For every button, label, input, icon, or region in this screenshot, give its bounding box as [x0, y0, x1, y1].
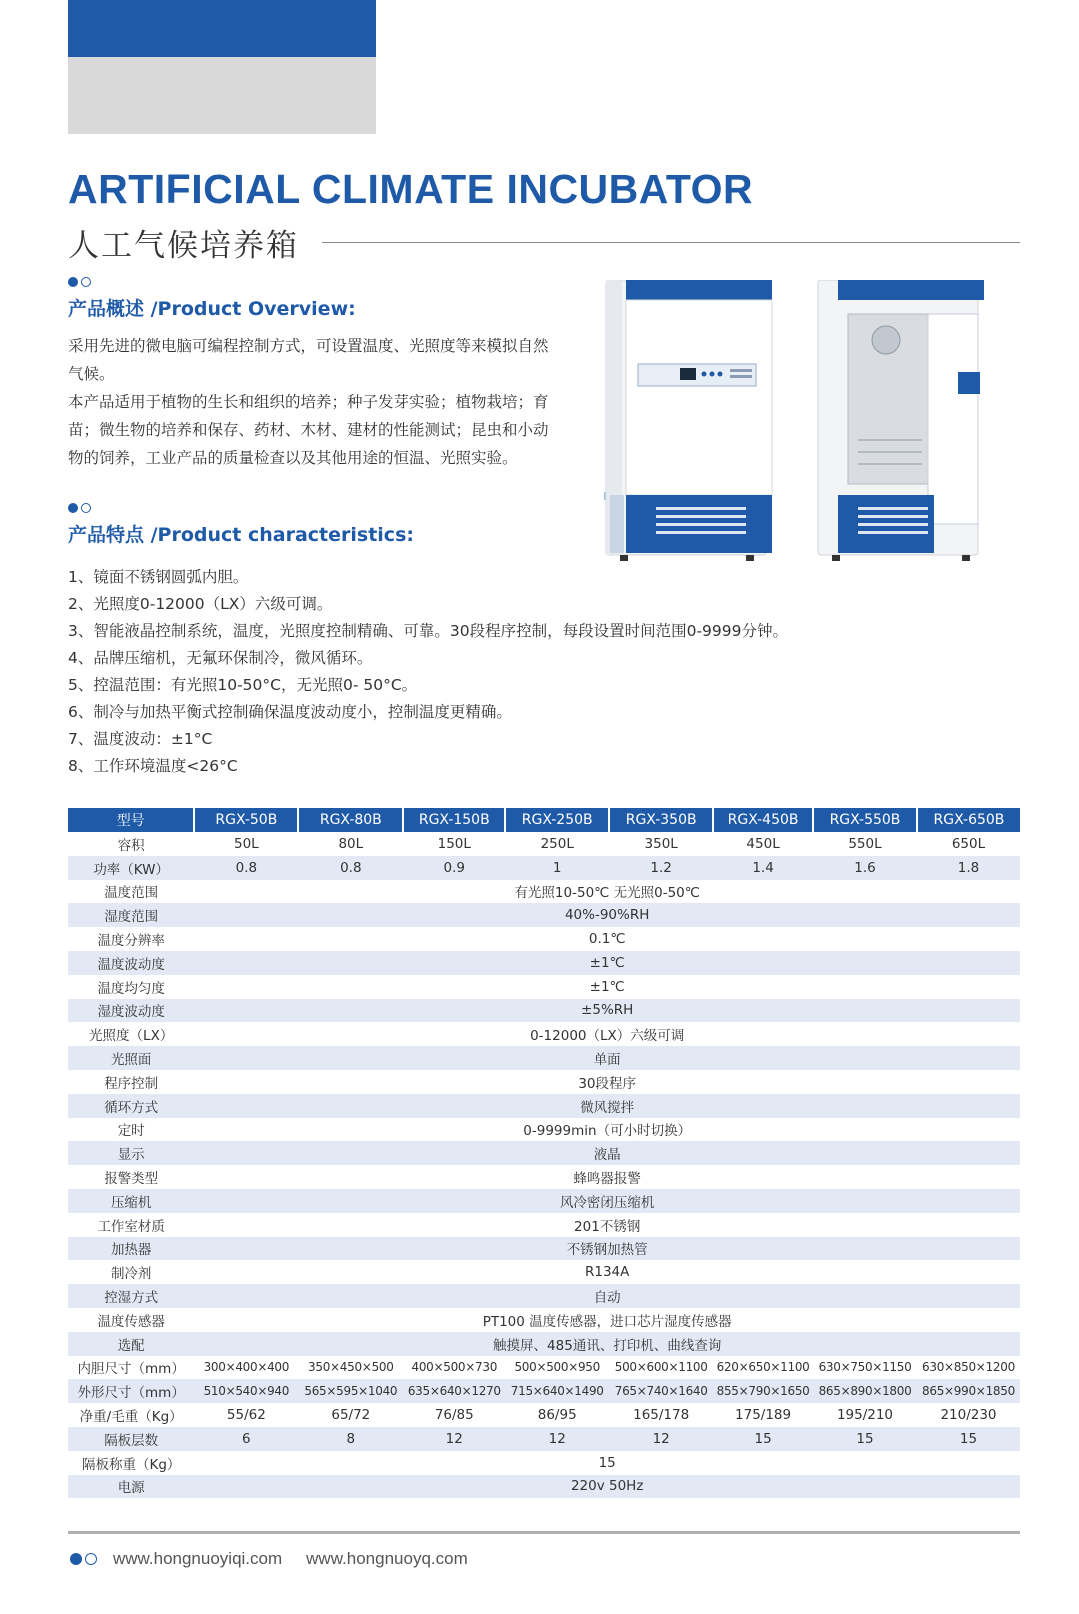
table-header-cell: RGX-450B: [713, 808, 813, 832]
table-row: [68, 1475, 1020, 1499]
table-cell: 不锈钢加热管: [194, 1237, 1020, 1261]
table-row: [68, 1356, 1020, 1380]
table-cell: 风冷密闭压缩机: [194, 1189, 1020, 1213]
title-divider: [322, 242, 1020, 243]
row-label: 温度波动度: [68, 951, 194, 975]
table-row: [68, 832, 1020, 856]
header-gray-block: [68, 57, 376, 134]
table-cell: 450L: [713, 832, 813, 856]
table-cell: 165/178: [609, 1403, 713, 1427]
table-cell: 蜂鸣器报警: [194, 1165, 1020, 1189]
footer-bullet-icon: [70, 1553, 97, 1565]
table-cell: 865×990×1850: [917, 1379, 1020, 1403]
table-cell: 350L: [609, 832, 713, 856]
table-cell: 8: [298, 1427, 403, 1451]
table-row: [68, 1403, 1020, 1427]
table-row: [68, 880, 1020, 904]
footer: [70, 1549, 492, 1569]
table-row: [68, 999, 1020, 1023]
table-header-cell: RGX-650B: [917, 808, 1020, 832]
table-cell: 86/95: [505, 1403, 609, 1427]
row-label: 选配: [68, 1332, 194, 1356]
table-cell: 6: [194, 1427, 298, 1451]
table-cell: ±1℃: [194, 975, 1020, 999]
table-row: [68, 1070, 1020, 1094]
incubator-closed-image: [604, 280, 772, 561]
list-item: 5、控温范围：有光照10-50°C，无光照0- 50°C。: [68, 676, 418, 694]
table-row: [68, 1332, 1020, 1356]
table-cell: R134A: [194, 1260, 1020, 1284]
overview-paragraph: 本产品适用于植物的生长和组织的培养；种子发芽实验；植物栽培；育苗；微生物的培养和保存、药材、木材、建材的性能测试；昆虫和小动物的饲养，工业产品的质量检查以及其他用途的恒温、光照实验。: [68, 393, 549, 467]
table-cell: PT100 温度传感器，进口芯片湿度传感器: [194, 1308, 1020, 1332]
table-row: [68, 927, 1020, 951]
table-row: [68, 1094, 1020, 1118]
table-cell: 150L: [403, 832, 505, 856]
table-row: [68, 1451, 1020, 1475]
row-label: 工作室材质: [68, 1213, 194, 1237]
table-cell: 有光照10-50℃ 无光照0-50℃: [194, 880, 1020, 904]
table-cell: 12: [609, 1427, 713, 1451]
table-cell: 220v 50Hz: [194, 1475, 1020, 1499]
footer-link-1[interactable]: www.hongnuoyiqi.com: [113, 1549, 283, 1568]
table-cell: 630×850×1200: [917, 1356, 1020, 1380]
row-label: 温度范围: [68, 880, 194, 904]
table-row: [68, 975, 1020, 999]
list-item: 2、光照度0-12000（LX）六级可调。: [68, 595, 333, 613]
table-row: [68, 1141, 1020, 1165]
section-bullet-icon: [68, 277, 91, 287]
table-header-cell: 型号: [68, 808, 194, 832]
table-cell: 0.9: [403, 856, 505, 880]
table-row: [68, 903, 1020, 927]
table-cell: 15: [917, 1427, 1020, 1451]
header-blue-block: [68, 0, 376, 57]
list-item: 8、工作环境温度<26°C: [68, 757, 238, 775]
table-cell: 50L: [194, 832, 298, 856]
table-cell: 565×595×1040: [298, 1379, 403, 1403]
table-cell: 210/230: [917, 1403, 1020, 1427]
overview-paragraph: 采用先进的微电脑可编程控制方式，可设置温度、光照度等来模拟自然气候。: [68, 337, 549, 383]
table-row: [68, 1284, 1020, 1308]
table-cell: ±5%RH: [194, 999, 1020, 1023]
characteristics-list: [68, 564, 788, 780]
table-header-row: [68, 808, 1020, 832]
table-header-cell: RGX-80B: [298, 808, 403, 832]
table-cell: 550L: [813, 832, 917, 856]
table-row: [68, 1237, 1020, 1261]
overview-title: 产品概述 /Product Overview:: [68, 298, 356, 320]
row-label: 程序控制: [68, 1070, 194, 1094]
table-cell: 300×400×400: [194, 1356, 298, 1380]
table-cell: 液晶: [194, 1141, 1020, 1165]
list-item: 3、智能液晶控制系统，温度，光照度控制精确、可靠。30段程序控制，每段设置时间范围0-9999分钟。: [68, 622, 788, 640]
table-row: [68, 1213, 1020, 1237]
row-label: 制冷剂: [68, 1260, 194, 1284]
table-cell: 40%-90%RH: [194, 903, 1020, 927]
row-label: 温度分辨率: [68, 927, 194, 951]
row-label: 外形尺寸（mm）: [68, 1379, 194, 1403]
table-cell: 微风搅拌: [194, 1094, 1020, 1118]
table-cell: 630×750×1150: [813, 1356, 917, 1380]
table-header-cell: RGX-50B: [194, 808, 298, 832]
table-row: [68, 1427, 1020, 1451]
table-cell: 1.6: [813, 856, 917, 880]
table-cell: 80L: [298, 832, 403, 856]
table-cell: 650L: [917, 832, 1020, 856]
row-label: 温度传感器: [68, 1308, 194, 1332]
list-item: 7、温度波动：±1°C: [68, 730, 213, 748]
table-row: [68, 1189, 1020, 1213]
table-cell: 55/62: [194, 1403, 298, 1427]
table-row: [68, 1118, 1020, 1142]
overview-text: [68, 332, 553, 472]
table-header-cell: RGX-550B: [813, 808, 917, 832]
row-label: 温度均匀度: [68, 975, 194, 999]
table-cell: 175/189: [713, 1403, 813, 1427]
row-label: 压缩机: [68, 1189, 194, 1213]
row-label: 隔板称重（Kg）: [68, 1451, 194, 1475]
row-label: 控湿方式: [68, 1284, 194, 1308]
table-row: [68, 951, 1020, 975]
table-cell: 0-12000（LX）六级可调: [194, 1022, 1020, 1046]
table-row: [68, 856, 1020, 880]
table-cell: 15: [813, 1427, 917, 1451]
section-bullet-icon: [68, 503, 91, 513]
table-cell: 715×640×1490: [505, 1379, 609, 1403]
row-label: 显示: [68, 1141, 194, 1165]
row-label: 定时: [68, 1118, 194, 1142]
table-cell: 触摸屏、485通讯、打印机、曲线查询: [194, 1332, 1020, 1356]
footer-divider: [68, 1531, 1020, 1534]
table-cell: 400×500×730: [403, 1356, 505, 1380]
table-row: [68, 1379, 1020, 1403]
table-cell: ±1℃: [194, 951, 1020, 975]
page-title-cn: 人工气候培养箱: [68, 228, 299, 264]
table-cell: 865×890×1800: [813, 1379, 917, 1403]
row-label: 报警类型: [68, 1165, 194, 1189]
list-item: 1、镜面不锈钢圆弧内胆。: [68, 568, 249, 586]
table-header-cell: RGX-150B: [403, 808, 505, 832]
table-cell: 12: [403, 1427, 505, 1451]
list-item: 4、品牌压缩机，无氟环保制冷，微风循环。: [68, 649, 373, 667]
characteristics-title: 产品特点 /Product characteristics:: [68, 524, 414, 546]
table-cell: 15: [194, 1451, 1020, 1475]
page-title-en: ARTIFICIAL CLIMATE INCUBATOR: [68, 166, 754, 212]
table-header-cell: RGX-250B: [505, 808, 609, 832]
table-cell: 1.8: [917, 856, 1020, 880]
table-cell: 15: [713, 1427, 813, 1451]
list-item: 6、制冷与加热平衡式控制确保温度波动度小，控制温度更精确。: [68, 703, 512, 721]
row-label: 净重/毛重（Kg）: [68, 1403, 194, 1427]
table-cell: 510×540×940: [194, 1379, 298, 1403]
footer-link-2[interactable]: www.hongnuoyq.com: [306, 1549, 468, 1568]
row-label: 电源: [68, 1475, 194, 1499]
row-label: 内胆尺寸（mm）: [68, 1356, 194, 1380]
table-cell: 1: [505, 856, 609, 880]
row-label: 功率（KW）: [68, 856, 194, 880]
table-cell: 0-9999min（可小时切换）: [194, 1118, 1020, 1142]
row-label: 隔板层数: [68, 1427, 194, 1451]
table-cell: 500×500×950: [505, 1356, 609, 1380]
table-cell: 350×450×500: [298, 1356, 403, 1380]
table-cell: 65/72: [298, 1403, 403, 1427]
table-cell: 620×650×1100: [713, 1356, 813, 1380]
incubator-open-image: [818, 280, 984, 561]
table-cell: 自动: [194, 1284, 1020, 1308]
table-cell: 0.8: [298, 856, 403, 880]
table-row: [68, 1165, 1020, 1189]
row-label: 加热器: [68, 1237, 194, 1261]
row-label: 湿度范围: [68, 903, 194, 927]
row-label: 容积: [68, 832, 194, 856]
table-cell: 单面: [194, 1046, 1020, 1070]
table-row: [68, 1260, 1020, 1284]
row-label: 湿度波动度: [68, 999, 194, 1023]
spec-table: [68, 808, 1020, 1498]
table-cell: 1.4: [713, 856, 813, 880]
table-cell: 0.8: [194, 856, 298, 880]
table-cell: 195/210: [813, 1403, 917, 1427]
table-cell: 765×740×1640: [609, 1379, 713, 1403]
table-cell: 0.1℃: [194, 927, 1020, 951]
table-header-cell: RGX-350B: [609, 808, 713, 832]
table-cell: 30段程序: [194, 1070, 1020, 1094]
table-row: [68, 1022, 1020, 1046]
table-cell: 500×600×1100: [609, 1356, 713, 1380]
table-cell: 12: [505, 1427, 609, 1451]
table-cell: 76/85: [403, 1403, 505, 1427]
product-images: [596, 280, 1026, 580]
row-label: 循环方式: [68, 1094, 194, 1118]
table-row: [68, 1046, 1020, 1070]
table-cell: 201不锈钢: [194, 1213, 1020, 1237]
row-label: 光照度（LX）: [68, 1022, 194, 1046]
table-cell: 1.2: [609, 856, 713, 880]
table-cell: 250L: [505, 832, 609, 856]
table-row: [68, 1308, 1020, 1332]
table-cell: 855×790×1650: [713, 1379, 813, 1403]
row-label: 光照面: [68, 1046, 194, 1070]
table-cell: 635×640×1270: [403, 1379, 505, 1403]
